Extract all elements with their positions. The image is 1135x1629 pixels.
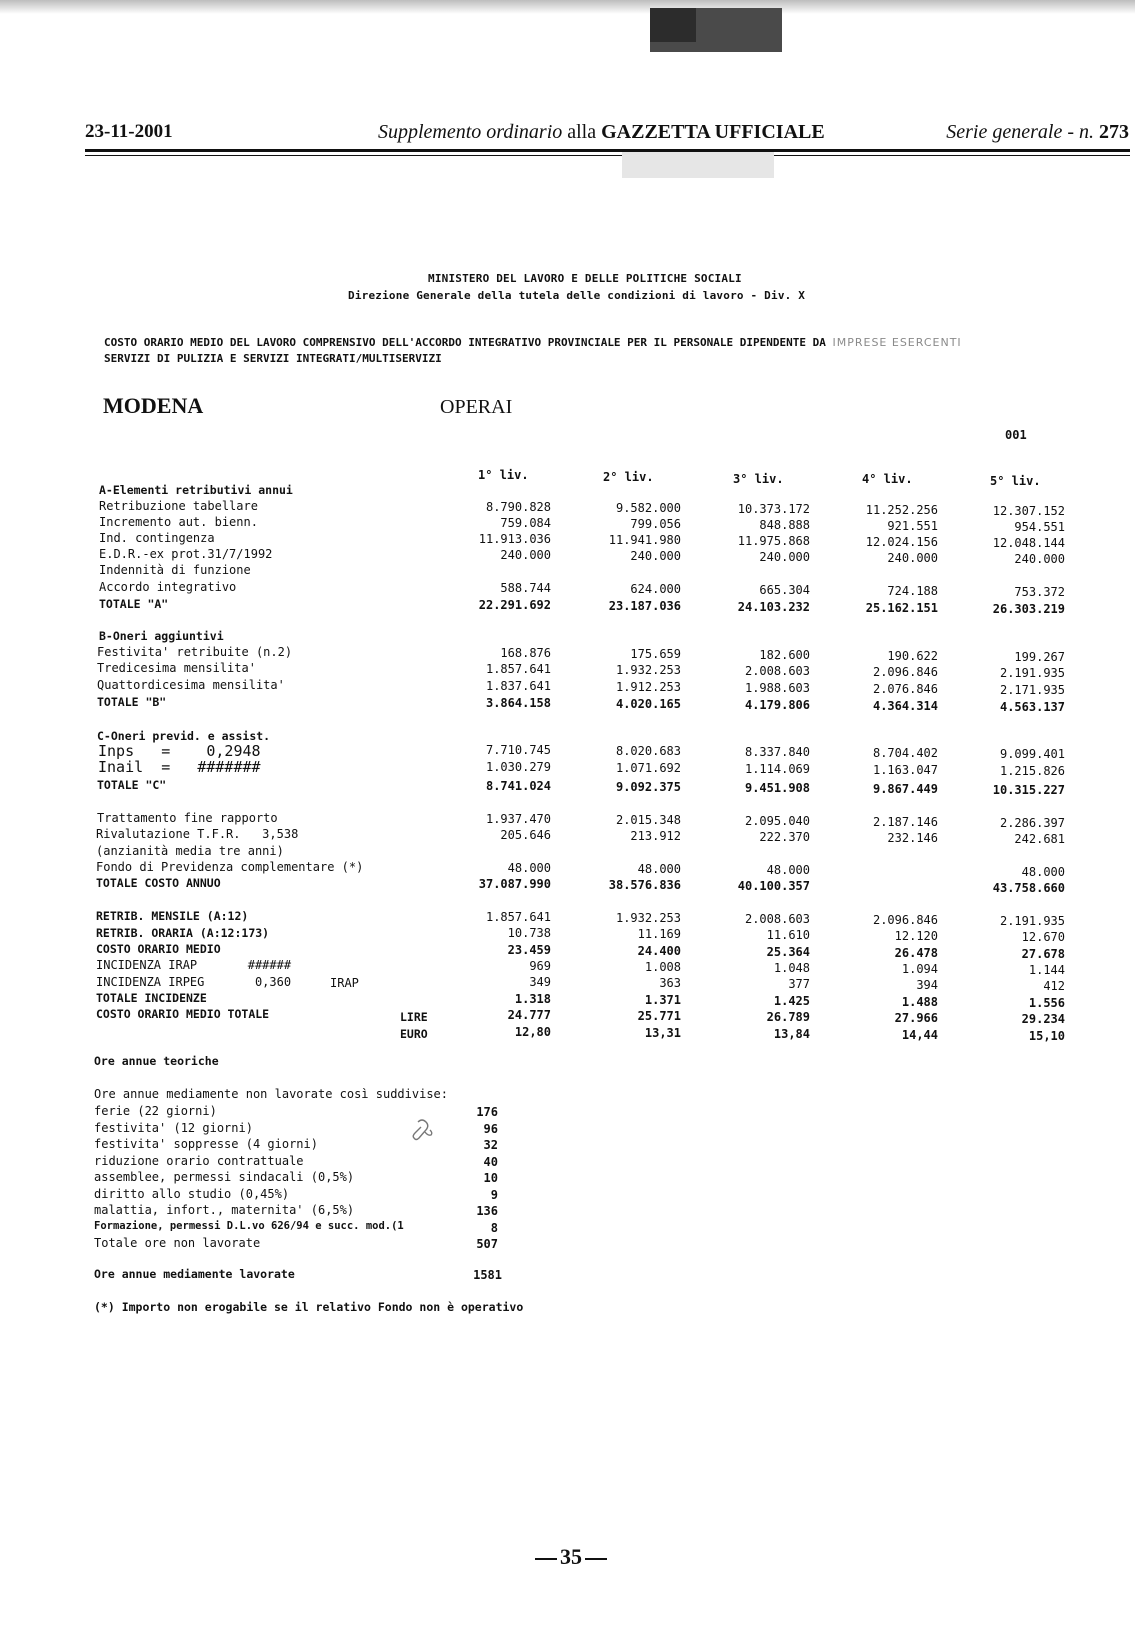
value-cell: 13,31 — [644, 1026, 681, 1040]
value-cell: 753.372 — [1014, 585, 1065, 599]
row-label: RETRIB. MENSILE (A:12) — [96, 909, 249, 923]
gazette-title — [378, 121, 825, 144]
value-cell: 29.234 — [1021, 1012, 1065, 1026]
value-cell: 23.187.036 — [608, 599, 681, 613]
total-a-label: TOTALE "A" — [99, 597, 169, 611]
value-cell: 12.307.152 — [992, 504, 1065, 518]
value-cell: 175.659 — [630, 647, 681, 661]
row-label: RETRIB. ORARIA (A:12:173) — [96, 926, 270, 940]
hours-item-label: festivita' (12 giorni) — [94, 1120, 253, 1135]
value-cell: 1.144 — [1028, 963, 1065, 977]
scan-shade — [622, 152, 774, 178]
hours-item-value: 176 — [476, 1105, 498, 1119]
value-cell: 1.163.047 — [872, 763, 938, 777]
value-cell: 12.120 — [894, 929, 938, 943]
irpeg-incidence-label: INCIDENZA IRPEG 0,360 — [96, 975, 292, 989]
ministry-direction: Direzione Generale della tutela delle condizioni di lavoro - Div. X — [348, 289, 806, 302]
hours-item-value: 96 — [483, 1121, 498, 1136]
value-cell: 724.188 — [887, 584, 938, 598]
value-cell: 1.556 — [1028, 996, 1065, 1010]
value-cell: 2.286.397 — [999, 816, 1065, 830]
value-cell: 588.744 — [500, 581, 551, 595]
value-cell: 2.008.603 — [744, 664, 810, 678]
value-cell: 222.370 — [759, 830, 810, 844]
value-cell: 48.000 — [766, 863, 810, 877]
row-label: Fondo di Previdenza complementare (*) — [96, 860, 364, 874]
row-label: Retribuzione tabellare — [99, 499, 258, 513]
value-cell: 9.867.449 — [872, 782, 938, 796]
document-title-line1 — [104, 336, 962, 349]
value-cell: 27.966 — [894, 1011, 938, 1025]
value-cell: 24.777 — [507, 1008, 551, 1022]
value-cell: 8.790.828 — [485, 500, 551, 514]
total-hourly-cost-label: COSTO ORARIO MEDIO TOTALE — [96, 1007, 270, 1021]
value-cell: 4.020.165 — [615, 697, 681, 711]
value-cell: 363 — [659, 976, 681, 990]
value-cell: 2.008.603 — [744, 912, 810, 926]
table-code: 001 — [1005, 428, 1027, 442]
value-cell: 48.000 — [1021, 865, 1065, 879]
hours-intro: Ore annue mediamente non lavorate così suddivise: — [94, 1087, 449, 1101]
value-cell: 11.913.036 — [478, 532, 551, 546]
level-header-1: 1° liv. — [478, 468, 529, 482]
hours-item-value: 9 — [490, 1187, 498, 1202]
value-cell: 26.478 — [894, 946, 938, 960]
gazette-supplement: Supplemento ordinario — [378, 121, 563, 143]
value-cell: 205.646 — [500, 828, 551, 842]
value-cell: 25.771 — [637, 1009, 681, 1023]
value-cell: 240.000 — [1014, 552, 1065, 566]
paperclip-icon — [412, 1118, 434, 1144]
value-cell: 15,10 — [1028, 1029, 1065, 1043]
scan-artifact-dark — [650, 8, 696, 42]
level-header-2: 2° liv. — [603, 470, 654, 484]
value-cell: 9.582.000 — [615, 501, 681, 515]
value-cell: 1.048 — [773, 961, 810, 975]
value-cell: 37.087.990 — [478, 877, 551, 891]
value-cell: 199.267 — [1014, 650, 1065, 664]
value-cell: 25.162.151 — [865, 601, 938, 615]
value-cell: 10.315.227 — [992, 783, 1065, 797]
value-cell: 12.048.144 — [992, 536, 1065, 550]
row-label: Indennità di funzione — [99, 563, 251, 577]
value-cell: 182.600 — [759, 648, 810, 662]
page-number-value: 35 — [560, 1544, 582, 1569]
hours-worked-value: 1581 — [473, 1268, 502, 1282]
hours-item-value: 136 — [476, 1204, 498, 1218]
row-label: Festivita' retribuite (n.2) — [97, 645, 293, 659]
hours-item-label: assemblee, permessi sindacali (0,5%) — [94, 1170, 355, 1184]
value-cell: 9.451.908 — [744, 781, 810, 795]
value-cell: 22.291.692 — [478, 598, 551, 612]
value-cell: 2.095.040 — [744, 814, 810, 828]
total-annual-cost-label: TOTALE COSTO ANNUO — [96, 876, 221, 890]
section-b-title: B-Oneri aggiuntivi — [99, 629, 224, 643]
hours-item-label: ferie (22 giorni) — [94, 1104, 217, 1118]
value-cell: 4.364.314 — [872, 699, 938, 713]
row-label: Ind. contingenza — [99, 531, 215, 545]
value-cell: 7.710.745 — [485, 743, 551, 757]
row-label: Tredicesima mensilita' — [97, 661, 256, 675]
value-cell: 1.988.603 — [744, 681, 810, 695]
value-cell: 242.681 — [1014, 832, 1065, 846]
value-cell: 213.912 — [630, 829, 681, 843]
row-label: (anzianità media tre anni) — [96, 844, 284, 858]
hours-section-title: Ore annue teoriche — [94, 1054, 219, 1068]
value-cell: 624.000 — [630, 582, 681, 596]
page-number — [532, 1544, 610, 1570]
value-cell: 48.000 — [637, 862, 681, 876]
value-cell: 1.094 — [901, 962, 938, 976]
value-cell: 1.488 — [901, 995, 938, 1009]
hours-item-value: 40 — [483, 1154, 498, 1169]
currency-lire-label: LIRE — [400, 1010, 428, 1024]
inail-rate-label: Inail = ####### — [98, 758, 261, 776]
value-cell: 759.084 — [500, 516, 551, 530]
value-cell: 23.459 — [507, 943, 551, 957]
row-label: TOTALE INCIDENZE — [96, 991, 207, 1005]
header-rule-thin — [85, 155, 1130, 156]
gazette-name: GAZZETTA UFFICIALE — [601, 121, 825, 143]
document-title-line2: SERVIZI DI PULIZIA E SERVIZI INTEGRATI/MULTISERVIZI — [104, 352, 442, 365]
value-cell: 8.020.683 — [615, 744, 681, 758]
value-cell: 1.215.826 — [999, 764, 1065, 778]
value-cell: 394 — [916, 978, 938, 992]
value-cell: 26.789 — [766, 1010, 810, 1024]
hours-item-label: riduzione orario contrattuale — [94, 1153, 304, 1168]
page-dash-right — [585, 1558, 607, 1560]
value-cell: 1.857.641 — [485, 662, 551, 676]
value-cell: 969 — [529, 959, 551, 973]
hours-worked-label: Ore annue mediamente lavorate — [94, 1267, 295, 1281]
hours-item-label: festivita' soppresse (4 giorni) — [94, 1137, 318, 1151]
value-cell: 8.741.024 — [485, 779, 551, 793]
value-cell: 190.622 — [887, 649, 938, 663]
hours-item-label: diritto allo studio (0,45%) — [94, 1186, 290, 1201]
value-cell: 40.100.357 — [737, 879, 810, 893]
gazette-series — [946, 121, 1129, 144]
value-cell: 8.337.840 — [744, 745, 810, 759]
hours-item-label: Formazione, permessi D.L.vo 626/94 e succ. mod.(1 — [94, 1219, 404, 1232]
value-cell: 26.303.219 — [992, 602, 1065, 616]
irap-note: IRAP — [330, 976, 359, 990]
value-cell: 11.252.256 — [865, 503, 938, 517]
gazette-alla: alla — [567, 121, 597, 143]
value-cell: 3.864.158 — [485, 696, 551, 710]
value-cell: 799.056 — [630, 517, 681, 531]
value-cell: 11.610 — [766, 928, 810, 942]
total-c-label: TOTALE "C" — [97, 778, 167, 792]
scan-shading — [0, 0, 1135, 14]
value-cell: 1.932.253 — [615, 663, 681, 677]
currency-euro-label: EURO — [400, 1027, 428, 1041]
irap-incidence-label: INCIDENZA IRAP ###### — [96, 958, 292, 972]
value-cell: 848.888 — [759, 518, 810, 532]
hours-item-label: malattia, infort., maternita' (6,5%) — [94, 1203, 355, 1217]
value-cell: 2.191.935 — [999, 914, 1065, 928]
value-cell: 24.103.232 — [737, 600, 810, 614]
value-cell: 1.071.692 — [615, 761, 681, 775]
value-cell: 14,44 — [901, 1028, 938, 1042]
value-cell: 12,80 — [514, 1025, 551, 1039]
value-cell: 240.000 — [887, 551, 938, 565]
section-c-title: C-Oneri previd. e assist. — [97, 729, 271, 743]
value-cell: 9.092.375 — [615, 780, 681, 794]
value-cell: 232.146 — [887, 831, 938, 845]
hours-item-value: 507 — [476, 1237, 498, 1251]
value-cell: 1.837.641 — [485, 679, 551, 693]
gazette-number: 273 — [1099, 121, 1129, 143]
value-cell: 2.187.146 — [872, 815, 938, 829]
row-label: E.D.R.-ex prot.31/7/1992 — [99, 547, 273, 561]
footnote: (*) Importo non erogabile se il relativo Fondo non è operativo — [94, 1300, 524, 1314]
value-cell: 25.364 — [766, 945, 810, 959]
value-cell: 377 — [788, 977, 810, 991]
value-cell: 4.179.806 — [744, 698, 810, 712]
value-cell: 954.551 — [1014, 520, 1065, 534]
level-header-3: 3° liv. — [733, 472, 784, 486]
value-cell: 240.000 — [500, 548, 551, 562]
value-cell: 12.024.156 — [865, 535, 938, 549]
city-name: MODENA — [103, 393, 204, 418]
value-cell: 10.738 — [507, 926, 551, 940]
value-cell: 48.000 — [507, 861, 551, 875]
page-dash-left — [535, 1558, 557, 1560]
value-cell: 2.076.846 — [872, 682, 938, 696]
value-cell: 921.551 — [887, 519, 938, 533]
worker-category: OPERAI — [440, 396, 513, 418]
value-cell: 665.304 — [759, 583, 810, 597]
value-cell: 8.704.402 — [872, 746, 938, 760]
row-label: Incremento aut. bienn. — [99, 515, 258, 529]
header-rule — [85, 149, 1130, 152]
value-cell: 13,84 — [773, 1027, 810, 1041]
inps-rate-label: Inps = 0,2948 — [98, 742, 261, 760]
value-cell: 2.171.935 — [999, 683, 1065, 697]
value-cell: 2.096.846 — [872, 665, 938, 679]
row-label: COSTO ORARIO MEDIO — [96, 942, 221, 956]
value-cell: 4.563.137 — [999, 700, 1065, 714]
value-cell: 1.857.641 — [485, 910, 551, 924]
value-cell: 11.169 — [637, 927, 681, 941]
value-cell: 27.678 — [1021, 947, 1065, 961]
total-b-label: TOTALE "B" — [97, 695, 167, 709]
value-cell: 2.191.935 — [999, 666, 1065, 680]
value-cell: 1.114.069 — [744, 762, 810, 776]
hours-item-value: 10 — [483, 1171, 498, 1185]
gazette-series-label: Serie generale - n. — [946, 121, 1094, 143]
value-cell: 168.876 — [500, 646, 551, 660]
row-label: Trattamento fine rapporto — [97, 811, 278, 825]
value-cell: 1.932.253 — [615, 911, 681, 925]
value-cell: 1.030.279 — [485, 760, 551, 774]
level-header-4: 4° liv. — [862, 472, 913, 486]
document-title-bold: COSTO ORARIO MEDIO DEL LAVORO COMPRENSIVO DELL'ACCORDO INTEGRATIVO PROVINCIALE PER IL PERSONALE DIPENDENTE DA — [104, 336, 826, 349]
value-cell: 9.099.401 — [999, 747, 1065, 761]
value-cell: 1.425 — [773, 994, 810, 1008]
tfr-revaluation-label: Rivalutazione T.F.R. 3,538 — [96, 827, 299, 841]
value-cell: 1.937.470 — [485, 812, 551, 826]
row-label: Accordo integrativo — [99, 580, 237, 594]
value-cell: 2.096.846 — [872, 913, 938, 927]
value-cell: 412 — [1043, 979, 1065, 993]
value-cell: 1.008 — [644, 960, 681, 974]
value-cell: 2.015.348 — [615, 813, 681, 827]
level-header-5: 5° liv. — [990, 474, 1041, 488]
gazette-date: 23-11-2001 — [85, 121, 173, 142]
document-title-light: IMPRESE ESERCENTI — [832, 336, 962, 349]
value-cell: 38.576.836 — [608, 878, 681, 892]
ministry-name: MINISTERO DEL LAVORO E DELLE POLITICHE SOCIALI — [428, 272, 742, 285]
value-cell: 240.000 — [630, 549, 681, 563]
value-cell: 43.758.660 — [992, 881, 1065, 895]
hours-item-value: 32 — [483, 1138, 498, 1152]
value-cell: 349 — [529, 975, 551, 989]
hours-item-label: Totale ore non lavorate — [94, 1236, 261, 1250]
value-cell: 1.371 — [644, 993, 681, 1007]
value-cell: 11.941.980 — [608, 533, 681, 547]
value-cell: 12.670 — [1021, 930, 1065, 944]
value-cell: 11.975.868 — [737, 534, 810, 548]
value-cell: 1.318 — [514, 992, 551, 1006]
value-cell: 240.000 — [759, 550, 810, 564]
value-cell: 10.373.172 — [737, 502, 810, 516]
value-cell: 24.400 — [637, 944, 681, 958]
value-cell: 1.912.253 — [615, 680, 681, 694]
row-label: Quattordicesima mensilita' — [97, 678, 285, 692]
hours-item-value: 8 — [490, 1220, 498, 1235]
section-a-title: A-Elementi retributivi annui — [99, 483, 293, 497]
